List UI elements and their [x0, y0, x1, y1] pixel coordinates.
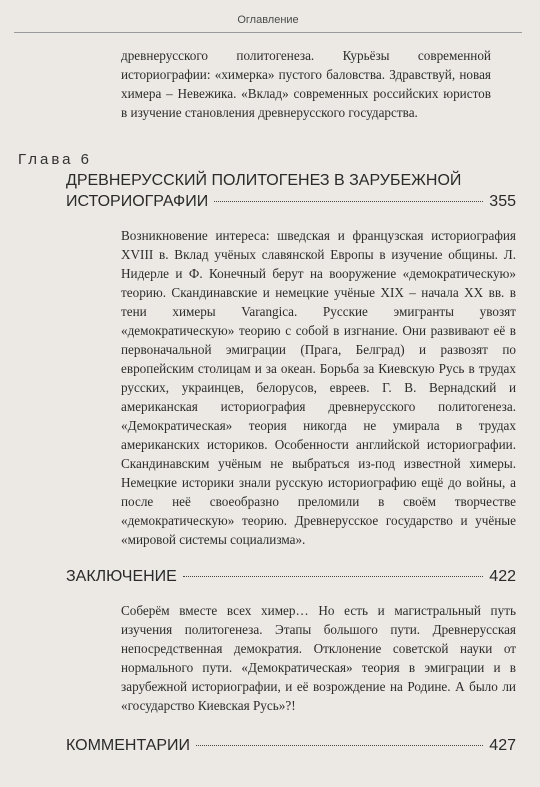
comments-title: КОММЕНТАРИИ [66, 737, 191, 754]
previous-chapter-summary-tail [121, 46, 491, 122]
dot-leader [214, 201, 483, 202]
comments-page-number: 427 [489, 737, 516, 754]
running-head: Оглавление [237, 14, 299, 26]
chapter-6-page-number: 355 [489, 193, 516, 210]
chapter-label: Глава 6 [18, 151, 93, 168]
conclusion-summary-text: Соберём вместе всех химер… Но есть и магистральный путь изучения политогенеза. Этапы большого пути. Древнерусская непосредственная демократия. Отклонение советской науки от нормального пути. «Демократическая» теория в эмиграции и в зарубежной историографии, и её возрождение на Родине. А было ли «государство Киевская Русь»?! [121, 603, 516, 713]
conclusion-toc-entry[interactable] [66, 568, 516, 586]
chapter-6-summary-text: Возникновение интереса: шведская и французская историография XVIII в. Вклад учёных славянской Европы в изучение общины. Л. Нидерле и Ф. Конечный берут на вооружение «демократическую» теорию. Скандинавские и немецкие учёные XIX – начала XX вв. в тени химеры Varangica. Русские эмигранты увозят «демократическую» теорию с собой в изгнание. Они развивают её в первоначальной эмиграции (Прага, Белград) и развозят по европейским столицам и за океан. Борьба за Киевскую Русь в трудах русских, украинцев, белорусов, евреев. Г. В. Вернадский и американская историография древнерусского политогенеза. «Демократическая» теория никогда не умирала в трудах американских историков. Особенности английской историографии. Скандинавским учёным не выбраться из-под известной химеры. Немецкие историки знали русскую историографию ещё до войны, а после неё своеобразно преломили в своём творчестве «демократическую» теорию. Древнерусское государство и учёные «мировой системы социализма». [121, 228, 516, 547]
comments-toc-entry[interactable] [66, 737, 516, 755]
header-rule [14, 32, 522, 33]
dot-leader [196, 745, 483, 746]
dot-leader [183, 576, 483, 577]
chapter-title-line2: ИСТОРИОГРАФИИ [66, 193, 209, 210]
chapter-6-toc-entry[interactable] [66, 170, 516, 212]
chapter-title-line1: ДРЕВНЕРУССКИЙ ПОЛИТОГЕНЕЗ В ЗАРУБЕЖНОЙ [66, 172, 462, 189]
chapter-title-line2-row [66, 191, 516, 212]
chapter-6-summary [121, 226, 516, 549]
conclusion-title: ЗАКЛЮЧЕНИЕ [66, 568, 177, 585]
conclusion-page-number: 422 [489, 568, 516, 585]
conclusion-summary [121, 601, 516, 715]
intro-text: древнерусского политогенеза. Курьёзы современной историографии: «химерка» пустого баловства. Здравствуй, новая химера – Невежика. «Вклад» современных российских юристов в изучение становления древнерусского государства. [121, 48, 491, 120]
